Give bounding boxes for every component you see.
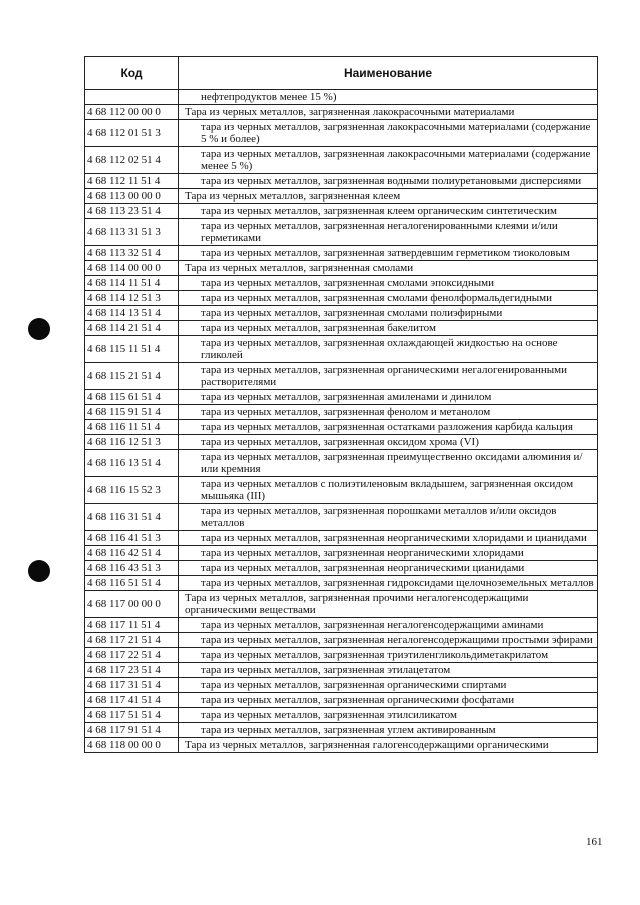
row-code: 4 68 117 11 51 4 [85,618,179,633]
row-name: тара из черных металлов, загрязненная оксидом хрома (VI) [179,435,598,450]
row-name: тара из черных металлов, загрязненная органическими фосфатами [179,693,598,708]
row-code: 4 68 117 22 51 4 [85,648,179,663]
table-row [85,321,598,336]
table-row [85,219,598,246]
row-name: тара из черных металлов, загрязненная затвердевшим герметиком тиоколовым [179,246,598,261]
row-group-name: Тара из черных металлов, загрязненная прочими негалогенсодержащими органическими веществами [179,591,598,618]
table-row [85,390,598,405]
row-name: тара из черных металлов, загрязненная клеем органическим синтетическим [179,204,598,219]
row-name: тара из черных металлов, загрязненная органическими негалогенированными растворителями [179,363,598,390]
row-name: тара из черных металлов, загрязненная смолами полиэфирными [179,306,598,321]
row-code: 4 68 116 15 52 3 [85,477,179,504]
row-code [85,90,179,105]
table-header-row [85,57,598,90]
table-row [85,363,598,390]
row-name: тара из черных металлов, загрязненная углем активированным [179,723,598,738]
table-row [85,531,598,546]
row-name: тара из черных металлов, загрязненная этилсиликатом [179,708,598,723]
table-row [85,546,598,561]
row-code: 4 68 115 91 51 4 [85,405,179,420]
row-name: тара из черных металлов, загрязненная преимущественно оксидами алюминия и/или кремния [179,450,598,477]
row-code: 4 68 113 23 51 4 [85,204,179,219]
table-row [85,120,598,147]
table-row [85,261,598,276]
row-name: тара из черных металлов, загрязненная неорганическими хлоридами [179,546,598,561]
table-row [85,306,598,321]
table-row [85,189,598,204]
row-name: тара из черных металлов, загрязненная смолами фенолформальдегидными [179,291,598,306]
table-row [85,648,598,663]
row-code: 4 68 116 42 51 4 [85,546,179,561]
row-name: тара из черных металлов, загрязненная органическими спиртами [179,678,598,693]
table-row [85,291,598,306]
row-name: тара из черных металлов, загрязненная водными полиуретановыми дисперсиями [179,174,598,189]
table-row [85,405,598,420]
row-code: 4 68 116 13 51 4 [85,450,179,477]
table-row [85,246,598,261]
row-name: тара из черных металлов, загрязненная остатками разложения карбида кальция [179,420,598,435]
table-row [85,663,598,678]
row-code: 4 68 114 11 51 4 [85,276,179,291]
row-name: тара из черных металлов, загрязненная охлаждающей жидкостью на основе гликолей [179,336,598,363]
binder-hole-bottom [28,560,50,582]
row-code: 4 68 116 41 51 3 [85,531,179,546]
row-name: тара из черных металлов, загрязненная лакокрасочными материалами (содержание 5 % и более) [179,120,598,147]
row-name: тара из черных металлов, загрязненная смолами эпоксидными [179,276,598,291]
row-code: 4 68 116 31 51 4 [85,504,179,531]
table-row [85,708,598,723]
row-code: 4 68 117 41 51 4 [85,693,179,708]
row-code: 4 68 114 13 51 4 [85,306,179,321]
waste-classifier-table [84,56,598,753]
row-code: 4 68 116 12 51 3 [85,435,179,450]
table-row [85,561,598,576]
binder-hole-top [28,318,50,340]
row-name: тара из черных металлов, загрязненная триэтиленгликольдиметакрилатом [179,648,598,663]
table-row [85,738,598,753]
table-row [85,174,598,189]
table-row [85,204,598,219]
table-row [85,504,598,531]
table-row [85,450,598,477]
table-row [85,633,598,648]
row-code: 4 68 118 00 00 0 [85,738,179,753]
row-code: 4 68 112 11 51 4 [85,174,179,189]
row-code: 4 68 114 00 00 0 [85,261,179,276]
row-group-name: Тара из черных металлов, загрязненная галогенсодержащими органическими [179,738,598,753]
column-header-code: Код [85,57,179,90]
row-name: тара из черных металлов, загрязненная порошками металлов и/или оксидов металлов [179,504,598,531]
row-code: 4 68 116 11 51 4 [85,420,179,435]
row-name: тара из черных металлов, загрязненная неорганическими цианидами [179,561,598,576]
table-row [85,90,598,105]
row-code: 4 68 117 21 51 4 [85,633,179,648]
row-code: 4 68 117 23 51 4 [85,663,179,678]
row-code: 4 68 116 43 51 3 [85,561,179,576]
table-row [85,336,598,363]
row-name: тара из черных металлов, загрязненная лакокрасочными материалами (содержание менее 5 %) [179,147,598,174]
table-row [85,591,598,618]
row-name: тара из черных металлов, загрязненная этилацетатом [179,663,598,678]
row-code: 4 68 113 31 51 3 [85,219,179,246]
table-row [85,723,598,738]
row-name: тара из черных металлов, загрязненная негалогенированными клеями и/или герметиками [179,219,598,246]
row-code: 4 68 112 02 51 4 [85,147,179,174]
row-code: 4 68 116 51 51 4 [85,576,179,591]
row-code: 4 68 112 00 00 0 [85,105,179,120]
row-code: 4 68 117 51 51 4 [85,708,179,723]
column-header-name: Наименование [179,57,598,90]
row-name: тара из черных металлов с полиэтиленовым вкладышем, загрязненная оксидом мышьяка (III) [179,477,598,504]
row-group-name: Тара из черных металлов, загрязненная клеем [179,189,598,204]
table-row [85,276,598,291]
row-name: тара из черных металлов, загрязненная фенолом и метанолом [179,405,598,420]
row-name: тара из черных металлов, загрязненная бакелитом [179,321,598,336]
row-group-name: Тара из черных металлов, загрязненная смолами [179,261,598,276]
row-code: 4 68 113 00 00 0 [85,189,179,204]
table-row [85,618,598,633]
row-code: 4 68 117 31 51 4 [85,678,179,693]
row-code: 4 68 114 12 51 3 [85,291,179,306]
row-code: 4 68 114 21 51 4 [85,321,179,336]
table-row [85,678,598,693]
table-row [85,477,598,504]
row-code: 4 68 117 00 00 0 [85,591,179,618]
row-group-name: Тара из черных металлов, загрязненная лакокрасочными материалами [179,105,598,120]
table-row [85,147,598,174]
row-code: 4 68 113 32 51 4 [85,246,179,261]
row-code: 4 68 115 21 51 4 [85,363,179,390]
row-name: тара из черных металлов, загрязненная негалогенсодержащими аминами [179,618,598,633]
table-row [85,576,598,591]
table-row [85,693,598,708]
row-name: тара из черных металлов, загрязненная амиленами и динилом [179,390,598,405]
row-name: тара из черных металлов, загрязненная негалогенсодержащими простыми эфирами [179,633,598,648]
table-row [85,420,598,435]
row-code: 4 68 112 01 51 3 [85,120,179,147]
table-row [85,105,598,120]
table-body [85,90,598,753]
row-code: 4 68 117 91 51 4 [85,723,179,738]
row-code: 4 68 115 11 51 4 [85,336,179,363]
row-code: 4 68 115 61 51 4 [85,390,179,405]
row-name: тара из черных металлов, загрязненная неорганическими хлоридами и цианидами [179,531,598,546]
page-number: 161 [586,836,603,848]
row-name: нефтепродуктов менее 15 %) [179,90,598,105]
row-name: тара из черных металлов, загрязненная гидроксидами щелочноземельных металлов [179,576,598,591]
table-row [85,435,598,450]
